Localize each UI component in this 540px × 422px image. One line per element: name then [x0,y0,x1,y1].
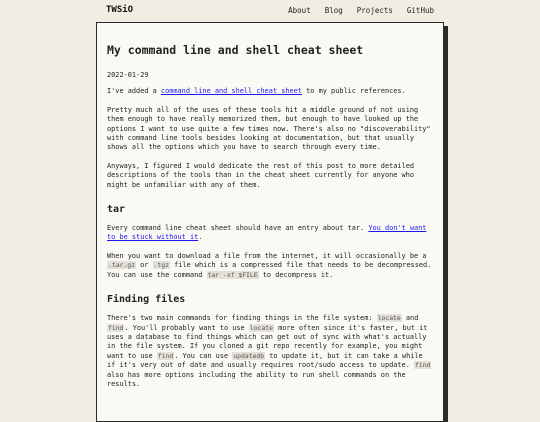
code-locate: locate [377,314,401,323]
finding-files-paragraph [107,314,433,389]
tar-paragraph-2 [107,252,433,280]
intro-text-before: I've added a [107,87,161,96]
code-tar-gz: .tar.gz [108,261,135,270]
tar-paragraph-1 [107,224,433,243]
usage-paragraph: Pretty much all of the uses of these tools hit a middle ground of not using them enough to have really memorized them, but enough to have looked up the options I want to use quite a few times now. There's also no "discoverability" with command line tools besides looking at documentation, but that usually shows all the options which you have to search through every time. [107,105,431,152]
finding-files-heading: Finding files [107,294,186,306]
find-text-b: and [401,314,419,323]
tar-text-2d: to decompress it. [258,270,334,279]
code-updatedb: updatedb [233,351,265,360]
tar-text-2a: When you want to download a file from the internet, it will occasionally be a [107,251,427,260]
code-find-2: find [157,351,174,360]
code-find-3: find [415,361,431,370]
find-text-c: . You'll probably want to use [124,323,249,332]
code-tar-command: tar -xf $FILE [207,270,258,279]
tar-stuck-link[interactable]: You don't want to be stuck without it [107,224,427,242]
find-text-f: to update it, but it can take a while if it's very out of date and usually requires root/sudo access to update. [107,351,423,370]
find-text-e: . You can use [174,351,233,360]
post-date: 2022-01-29 [107,71,149,79]
nav-link-blog[interactable]: Blog [324,6,343,15]
tar-text-1: Every command line cheat sheet should have an entry about tar. [107,224,369,233]
post-card [96,22,444,422]
code-locate-2: locate [249,323,273,332]
site-logo[interactable]: TWSiO [106,5,134,15]
post-title: My command line and shell cheat sheet [107,43,364,57]
tar-heading: tar [107,204,126,216]
nav-link-github[interactable]: GitHub [406,6,434,15]
nav-link-about[interactable]: About [288,6,311,15]
tar-text-2b: or [135,261,153,270]
code-find: find [108,323,124,332]
find-text-a: There's two main commands for finding things in the file system: [107,314,377,323]
top-nav [0,0,540,22]
nav-links [288,6,434,15]
cheat-sheet-link[interactable]: command line and shell cheat sheet [160,87,302,96]
intro-paragraph [107,87,433,96]
find-text-d: more often since it's faster, but it uses a database to find things which can get out of sync with what's actually in the file system. If you cloned a git repo recently for example, you might want to use [107,323,428,360]
intro-text-after: to my public references. [302,87,406,96]
tar-text-2c: file which is a compressed file that needs to be decompressed. You can use the command [107,261,432,279]
code-tgz: .tgz [153,261,169,270]
tar-text-1-end: . [198,233,203,242]
nav-link-projects[interactable]: Projects [356,6,393,15]
find-text-g: also has more options including the ability to run shell commands on the results. [107,370,406,388]
anyways-paragraph: Anyways, I figured I would dedicate the rest of this post to more detailed descriptions of the tools than in the cheat sheet currently for anyone who might be unfamiliar with any of them. [107,161,414,189]
